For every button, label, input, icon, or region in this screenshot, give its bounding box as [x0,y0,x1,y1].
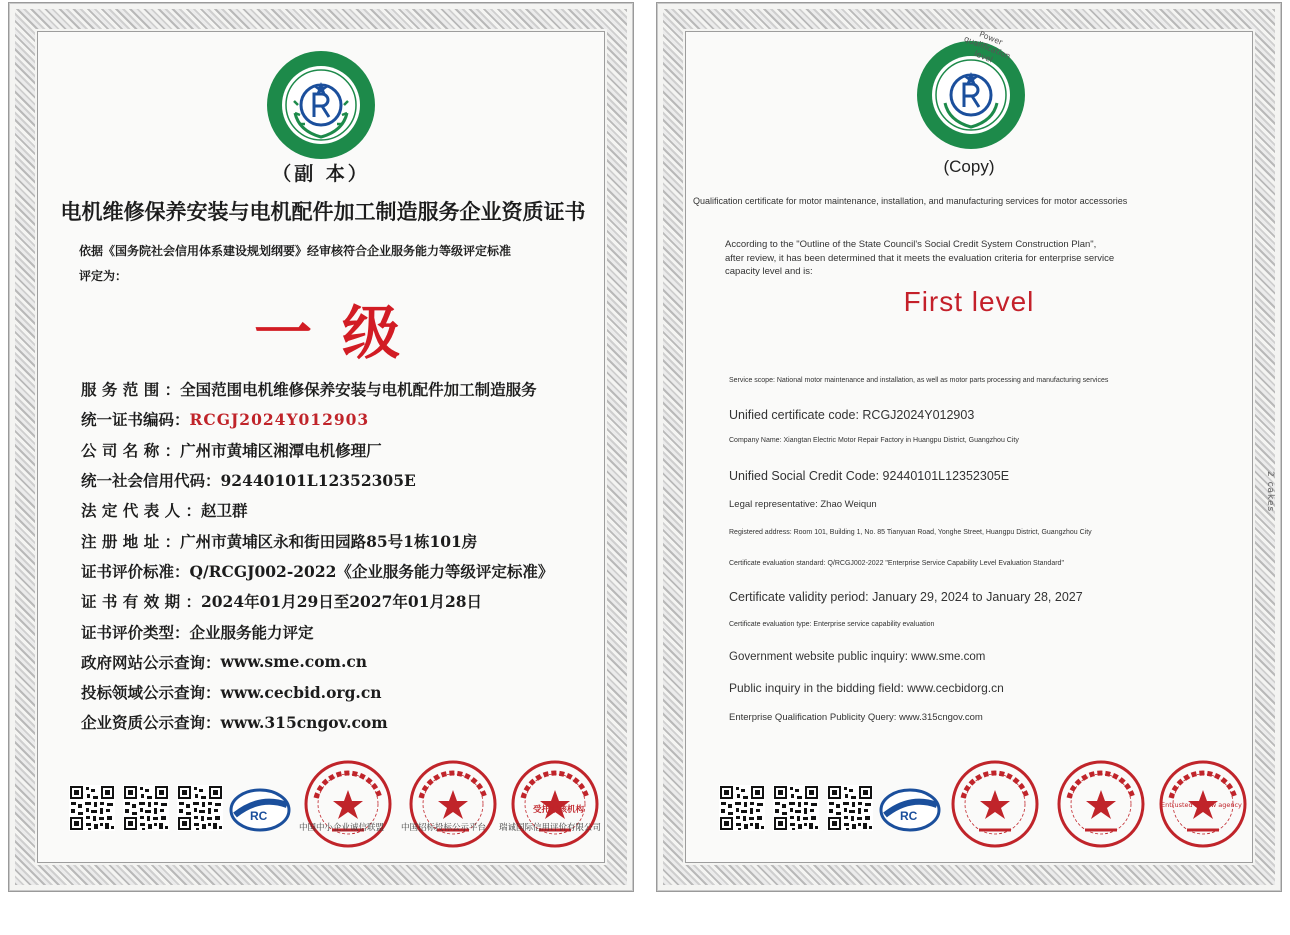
basis-text [79,239,599,289]
field-value: 全国范围电机维修保养安装与电机配件加工制造服务 [180,380,537,400]
field-value: 92440101L12352305E [220,470,416,490]
field-row [81,525,621,555]
field-row [81,616,621,646]
evaluation-standard: Certificate evaluation standard: Q/RCGJ002-2022 "Enterprise Service Capability Level Evaluation Standard" [729,560,1064,567]
basis-line-1: 依据《国务院社会信用体系建设规划纲要》经审核符合企业服务能力等级评定标准 [79,244,512,258]
evaluation-type: Certificate evaluation type: Enterprise service capability evaluation [729,621,935,628]
rc-seal-icon [265,49,377,161]
certificate-code: RCGJ2024Y012903 [189,409,370,429]
enterprise-inquiry: Enterprise Qualification Publicity Query: www.315cngov.com [729,712,983,723]
service-scope: Service scope: National motor maintenance and installation, as well as motor parts processing and manufacturing services [729,377,1109,384]
qr-code-icon [177,785,223,831]
certificate-title: 电机维修保养安装与电机配件加工制造服务企业资质证书 [60,199,586,224]
stamp-seal-icon [949,758,1041,850]
stamp-seal-icon [407,758,499,850]
bidding-inquiry: Public inquiry in the bidding field: www.cecbidorg.cn [729,681,1004,695]
field-label: 政府网站公示查询： [81,652,221,672]
field-value: 2024年01月29日至2027年01月28日 [200,592,483,612]
basis-text [725,238,1205,279]
field-label: 证书评价类型： [81,622,190,642]
field-value: www.cecbid.org.cn [220,682,382,702]
field-value: www.315cngov.com [220,712,388,732]
stamp-inner-text: 受托审核机构 [533,805,585,815]
stamp-inner-text: Entrusted review agency [1161,801,1242,809]
field-value: 广州市黄埔区永和街田园路85号1栋101房 [180,531,478,551]
field-label: 证 书 有 效 期 ： [81,592,201,612]
field-value: Q/RCGJ002-2022《企业服务能力等级评定标准》 [189,561,554,581]
field-row [81,374,621,404]
qr-code-icon [827,785,873,831]
copy-label: (Copy) [943,157,995,176]
basis-line-2: after review, it has been determined that it meets the evaluation criteria for enterprise service [725,252,1115,264]
level-heading: First level [903,286,1035,317]
stamp-caption: 中国中小企业诚信联盟 [299,823,385,833]
company-name: Company Name: Xiangtan Electric Motor Repair Factory in Huangpu District, Guangzhou City [729,437,1019,444]
emblem-note: Power qualification level [962,29,1012,65]
field-value: 企业服务能力评定 [189,622,314,642]
qr-code-icon [773,785,819,831]
unified-code: Unified certificate code: RCGJ2024Y012903 [729,408,975,422]
field-row [81,586,621,616]
level-heading: 一级 [254,299,431,367]
validity-period: Certificate validity period: January 29, 2024 to January 28, 2027 [729,590,1083,604]
certificate-english [656,2,1282,892]
field-value: 广州市黄埔区湘潭电机修理厂 [180,440,382,460]
field-label: 统一社会信用代码： [81,471,221,491]
side-note: 2 cakes [1265,471,1275,513]
field-label: 统一证书编码： [81,410,190,430]
field-label: 法 定 代 表 人 ： [81,501,201,521]
field-row [81,465,621,495]
field-label: 公 司 名 称 ： [81,440,181,460]
stamp-caption: 中国招标投标公示平台 [401,823,487,833]
field-label: 投标领域公示查询： [81,683,221,703]
field-row [81,677,621,707]
field-row [81,647,621,677]
rc-logo-icon [229,787,291,833]
field-label: 服 务 范 围 ： [81,380,181,400]
credit-code: Unified Social Credit Code: 92440101L12352305E [729,469,1010,483]
stamp-seal-icon [1055,758,1147,850]
stamp-seal-icon [302,758,394,850]
field-row [81,707,621,737]
certificate-panel [685,31,1253,863]
basis-line-2: 评定为： [79,269,128,283]
field-label: 企业资质公示查询： [81,713,221,733]
emblem-logo [265,49,377,161]
legal-representative: Legal representative: Zhao Weiqun [729,499,877,510]
field-row [81,435,621,465]
certificate-chinese [8,2,634,892]
qr-code-icon [719,785,765,831]
field-row [81,556,621,586]
registered-address: Registered address: Room 101, Building 1, No. 85 Tianyuan Road, Yonghe Street, Huangpu District, Guangzhou City [729,529,1092,536]
basis-line-1: According to the "Outline of the State Council's Social Credit System Construction Plan", [725,239,1097,250]
qr-code-icon [69,785,115,831]
gov-inquiry: Government website public inquiry: www.sme.com [729,651,986,663]
field-label: 证书评价标准： [81,561,190,581]
field-value: 赵卫群 [200,501,248,521]
basis-line-3: capacity level and is: [725,266,813,277]
field-row [81,495,621,525]
certificate-fields [81,374,621,738]
field-label: 注 册 地 址 ： [81,531,181,551]
field-row [81,404,621,434]
rc-logo-icon [879,787,941,833]
field-value: www.sme.com.cn [220,652,368,672]
copy-label: （副 本） [272,163,370,185]
stamp-caption: 瑞诚国际信用评价有限公司 [499,823,602,833]
certificate-title: Qualification certificate for motor maintenance, installation, and manufacturing services for motor accessories [693,196,1128,206]
qr-code-icon [123,785,169,831]
